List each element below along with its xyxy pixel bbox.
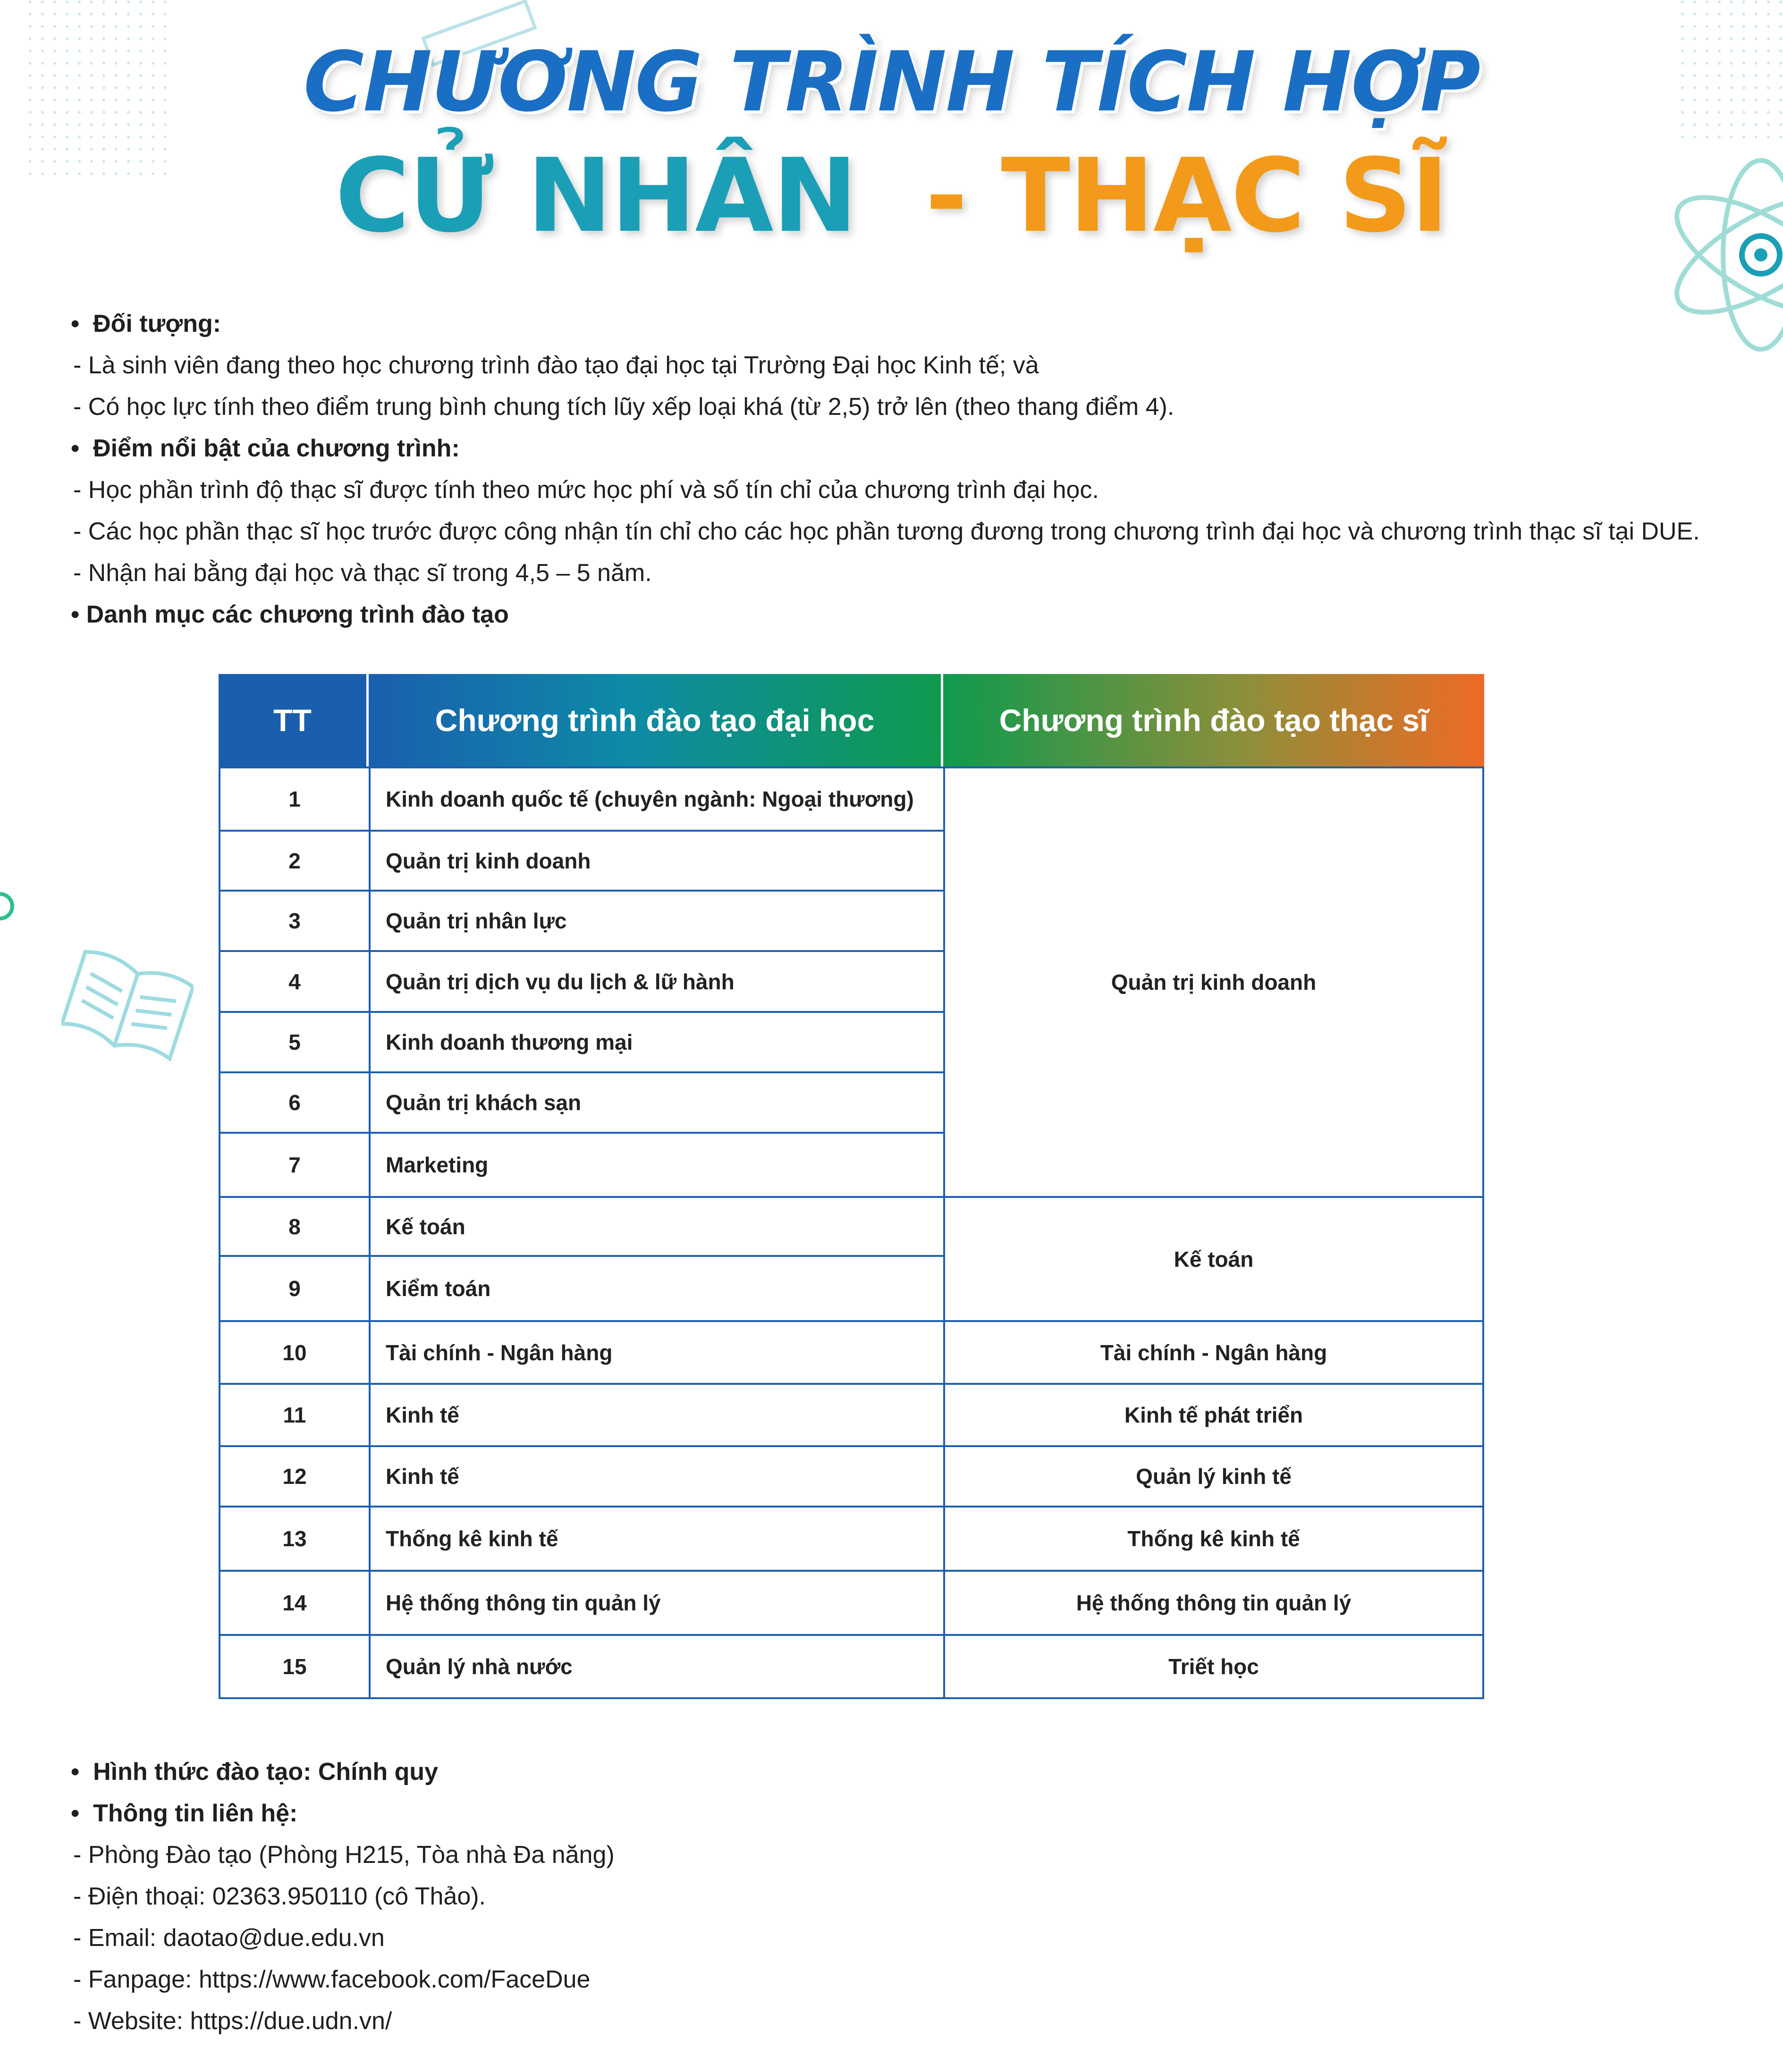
danh-muc-heading: • Danh mục các chương trình đào tạo — [71, 601, 509, 628]
header-dai-hoc: Chương trình đào tạo đại học — [369, 674, 943, 766]
thac-si-cell-7: Hệ thống thông tin quản lý — [943, 1570, 1484, 1636]
row-13-tt: 13 — [219, 1506, 371, 1572]
thac-si-cell-1: Quản trị kinh doanh — [943, 766, 1484, 1198]
diem-noi-bat-heading: • Điểm nổi bật của chương trình: — [71, 435, 460, 462]
row-8-tt: 8 — [219, 1196, 371, 1257]
row-3-dai-hoc: Quản trị nhân lực — [369, 890, 945, 952]
row-1-tt: 1 — [219, 766, 371, 832]
row-6-dai-hoc: Quản trị khách sạn — [369, 1071, 945, 1134]
row-14-dai-hoc: Hệ thống thông tin quản lý — [369, 1570, 945, 1636]
lien-he-phong: - Phòng Đào tạo (Phòng H215, Tòa nhà Đa năng) — [73, 1841, 615, 1869]
row-11-dai-hoc: Kinh tế — [369, 1383, 945, 1447]
thac-si-cell-2: Kế toán — [943, 1196, 1484, 1322]
row-7-tt: 7 — [219, 1132, 371, 1198]
lien-he-label: Thông tin liên hệ: — [93, 1800, 298, 1827]
row-2-dai-hoc: Quản trị kinh doanh — [369, 830, 945, 892]
title-line-2 — [0, 137, 1783, 255]
row-4-tt: 4 — [219, 950, 371, 1013]
row-12-tt: 12 — [219, 1445, 371, 1508]
row-9-tt: 9 — [219, 1255, 371, 1322]
molecule-icon — [0, 878, 19, 935]
title-thac-si: - THẠC SĨ — [925, 136, 1448, 255]
row-5-tt: 5 — [219, 1011, 371, 1073]
hinh-thuc-label: Hình thức đào tạo: Chính quy — [93, 1758, 439, 1786]
doi-tuong-line-1: - Là sinh viên đang theo học chương trình đào tạo đại học tại Trường Đại học Kinh tế; và — [73, 352, 1039, 379]
row-7-dai-hoc: Marketing — [369, 1132, 945, 1198]
program-table — [219, 674, 1484, 1697]
row-13-dai-hoc: Thống kê kinh tế — [369, 1506, 945, 1572]
row-1-dai-hoc: Kinh doanh quốc tế (chuyên ngành: Ngoại thương) — [369, 766, 945, 832]
lien-he-fanpage[interactable]: - Fanpage: https://www.facebook.com/FaceDue — [73, 1966, 591, 1993]
diem-noi-bat-line-2: - Các học phần thạc sĩ học trước được công nhận tín chỉ cho các học phần tương đương trong chương trình đại học và chương trình thạc sĩ tại DUE. — [73, 518, 1700, 545]
row-6-tt: 6 — [219, 1071, 371, 1134]
open-book-icon — [61, 949, 194, 1062]
row-3-tt: 3 — [219, 890, 371, 952]
lien-he-heading: • Thông tin liên hệ: — [71, 1800, 298, 1827]
doi-tuong-label: Đối tượng: — [93, 310, 221, 337]
lien-he-email[interactable]: - Email: daotao@due.edu.vn — [73, 1924, 385, 1952]
diem-noi-bat-label: Điểm nổi bật của chương trình: — [93, 435, 460, 462]
danh-muc-label: Danh mục các chương trình đào tạo — [86, 601, 509, 628]
row-5-dai-hoc: Kinh doanh thương mại — [369, 1011, 945, 1073]
diem-noi-bat-line-3: - Nhận hai bằng đại học và thạc sĩ trong 4,5 – 5 năm. — [73, 559, 652, 587]
row-4-dai-hoc: Quản trị dịch vụ du lịch & lữ hành — [369, 950, 945, 1013]
header-thac-si: Chương trình đào tạo thạc sĩ — [943, 674, 1484, 766]
row-8-dai-hoc: Kế toán — [369, 1196, 945, 1257]
row-2-tt: 2 — [219, 830, 371, 892]
thac-si-cell-8: Triết học — [943, 1634, 1484, 1699]
row-10-tt: 10 — [219, 1320, 371, 1385]
thac-si-cell-3: Tài chính - Ngân hàng — [943, 1320, 1484, 1385]
lien-he-dien-thoai: - Điện thoại: 02363.950110 (cô Thảo). — [73, 1883, 486, 1910]
header-tt: TT — [219, 674, 369, 766]
thac-si-cell-5: Quản lý kinh tế — [943, 1445, 1484, 1508]
doi-tuong-heading: • Đối tượng: — [71, 310, 221, 337]
row-11-tt: 11 — [219, 1383, 371, 1447]
row-15-dai-hoc: Quản lý nhà nước — [369, 1634, 945, 1699]
thac-si-cell-6: Thống kê kinh tế — [943, 1506, 1484, 1572]
row-15-tt: 15 — [219, 1634, 371, 1699]
row-9-dai-hoc: Kiểm toán — [369, 1255, 945, 1322]
row-10-dai-hoc: Tài chính - Ngân hàng — [369, 1320, 945, 1385]
row-12-dai-hoc: Kinh tế — [369, 1445, 945, 1508]
hinh-thuc-heading: • Hình thức đào tạo: Chính quy — [71, 1758, 439, 1786]
lien-he-website[interactable]: - Website: https://due.udn.vn/ — [73, 2007, 392, 2035]
title-cu-nhan: CỬ NHÂN — [335, 136, 857, 255]
thac-si-cell-4: Kinh tế phát triển — [943, 1383, 1484, 1447]
row-14-tt: 14 — [219, 1570, 371, 1636]
title-line-1: CHƯƠNG TRÌNH TÍCH HỢP — [303, 34, 1480, 130]
diem-noi-bat-line-1: - Học phần trình độ thạc sĩ được tính theo mức học phí và số tín chỉ của chương trình đại học. — [73, 476, 1099, 504]
doi-tuong-line-2: - Có học lực tính theo điểm trung bình chung tích lũy xếp loại khá (từ 2,5) trở lên (theo thang điểm 4). — [73, 393, 1175, 421]
